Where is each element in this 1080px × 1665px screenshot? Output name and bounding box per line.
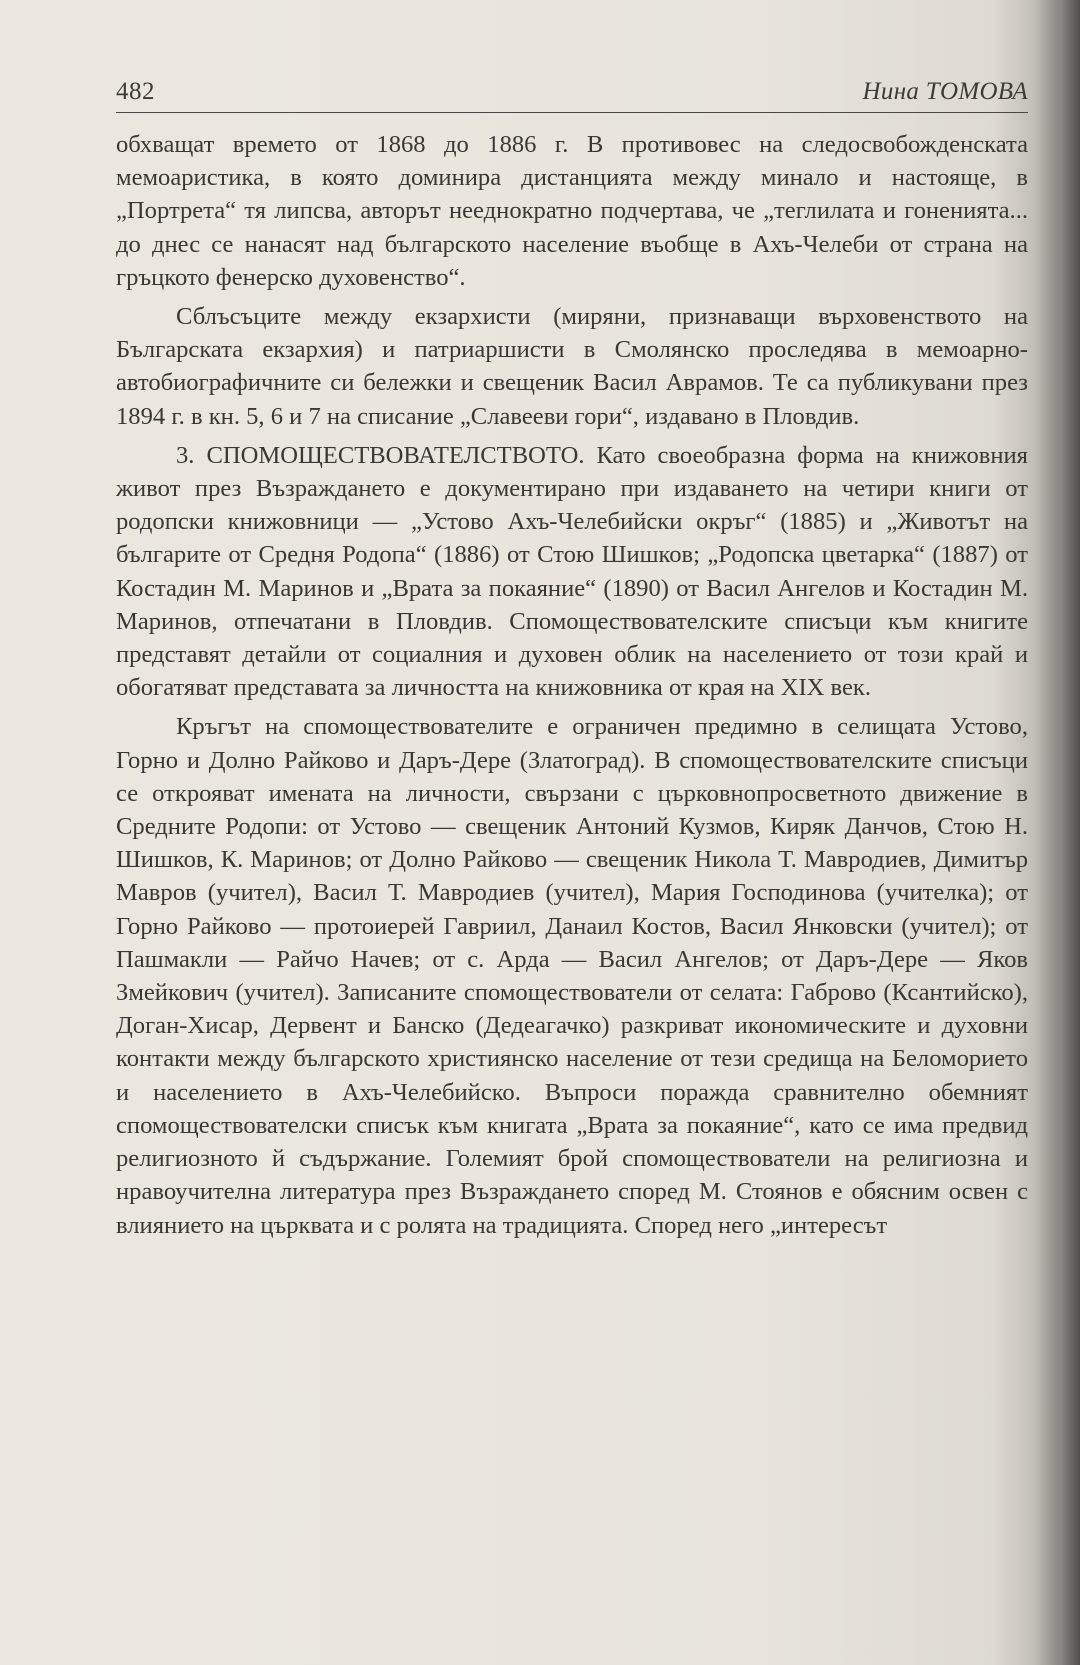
binding-shadow: [1034, 0, 1080, 1665]
author-last-name: ТОМОВА: [925, 78, 1028, 105]
paragraph-3: 3. СПОМОЩЕСТВОВАТЕЛСТВОТО. Като своеобразна форма на книжовния живот през Възраждането е документирано при издаването на четири книги от родопски книжовници — „Устово Ахъ-Челебийски окръг“ (1885) и „Животът на българите от Средня Родопа“ (1886) от Стою Шишков; „Родопска цветарка“ (1887) от Костадин М. Маринов и „Врата за покаяние“ (1890) от Васил Ангелов и Костадин М. Маринов, отпечатани в Пловдив. Спомоществователските списъци към книгите представят детайли от социалния и духовен облик на населението от този край и обогатяват представата за личността на книжовника от края на XIX век.: [116, 441, 1028, 702]
paragraph-4: Кръгът на спомоществователите е ограничен предимно в селищата Устово, Горно и Долно Райково и Даръ-Дере (Златоград). В спомоществователските списъци се открояват имената на личности, свързани с църковнопросветното движение в Средните Родопи: от Устово — свещеник Антоний Кузмов, Киряк Данчов, Стою Н. Шишков, К. Маринов; от Долно Райково — свещеник Никола Т. Мавродиев, Димитър Мавров (учител), Васил Т. Мавродиев (учител), Мария Господинова (учителка); от Горно Райково — протоиерей Гавриил, Данаил Костов, Васил Янковски (учител); от Пашмакли — Райчо Начев; от с. Арда — Васил Ангелов; от Даръ-Дере — Яков Змейкович (учител). Записаните спомоществователи от селата: Габрово (Ксантийско), Доган-Хисар, Дервент и Банско (Дедеагачко) разкриват икономическите и духовни контакти между българското християнско население от тези средища на Беломорието и населението в Ахъ-Челебийско. Въпроси поражда сравнително обемният спомоществователски списък към книгата „Врата за покаяние“, като се има предвид религиозното й съдържание. Големият брой спомоществователи на религиозна и нравоучителна литература през Възраждането според М. Стоянов е обясним освен с влиянието на църквата и с ролята на традицията. Според него „интересът: [116, 713, 1028, 1239]
paragraph-2: Сблъсъците между екзархисти (миряни, признаващи върховенството на Българската екзархия) и патриаршисти в Смолянско проследява в мемоарно-автобиографичните си бележки и свещеник Васил Аврамов. Те са публикувани през 1894 г. в кн. 5, 6 и 7 на списание „Славееви гори“, издавано в Пловдив.: [116, 303, 1028, 430]
body-text: [116, 128, 1028, 1242]
author-first-name: Нина: [862, 78, 926, 105]
paragraph-1: обхващат времето от 1868 до 1886 г. В противовес на следосвобожденската мемоаристика, в която доминира дистанцията между минало и настояще, в „Портрета“ тя липсва, авторът нееднократно подчертава, че „теглилата и гоненията... до днес се нанасят над българското население въобще в Ахъ-Челеби от страна на гръцкото фенерско духовенство“.: [116, 131, 1028, 291]
page-header: [116, 72, 1028, 113]
running-head-author: [863, 78, 1028, 106]
page-number: 482: [116, 78, 155, 105]
